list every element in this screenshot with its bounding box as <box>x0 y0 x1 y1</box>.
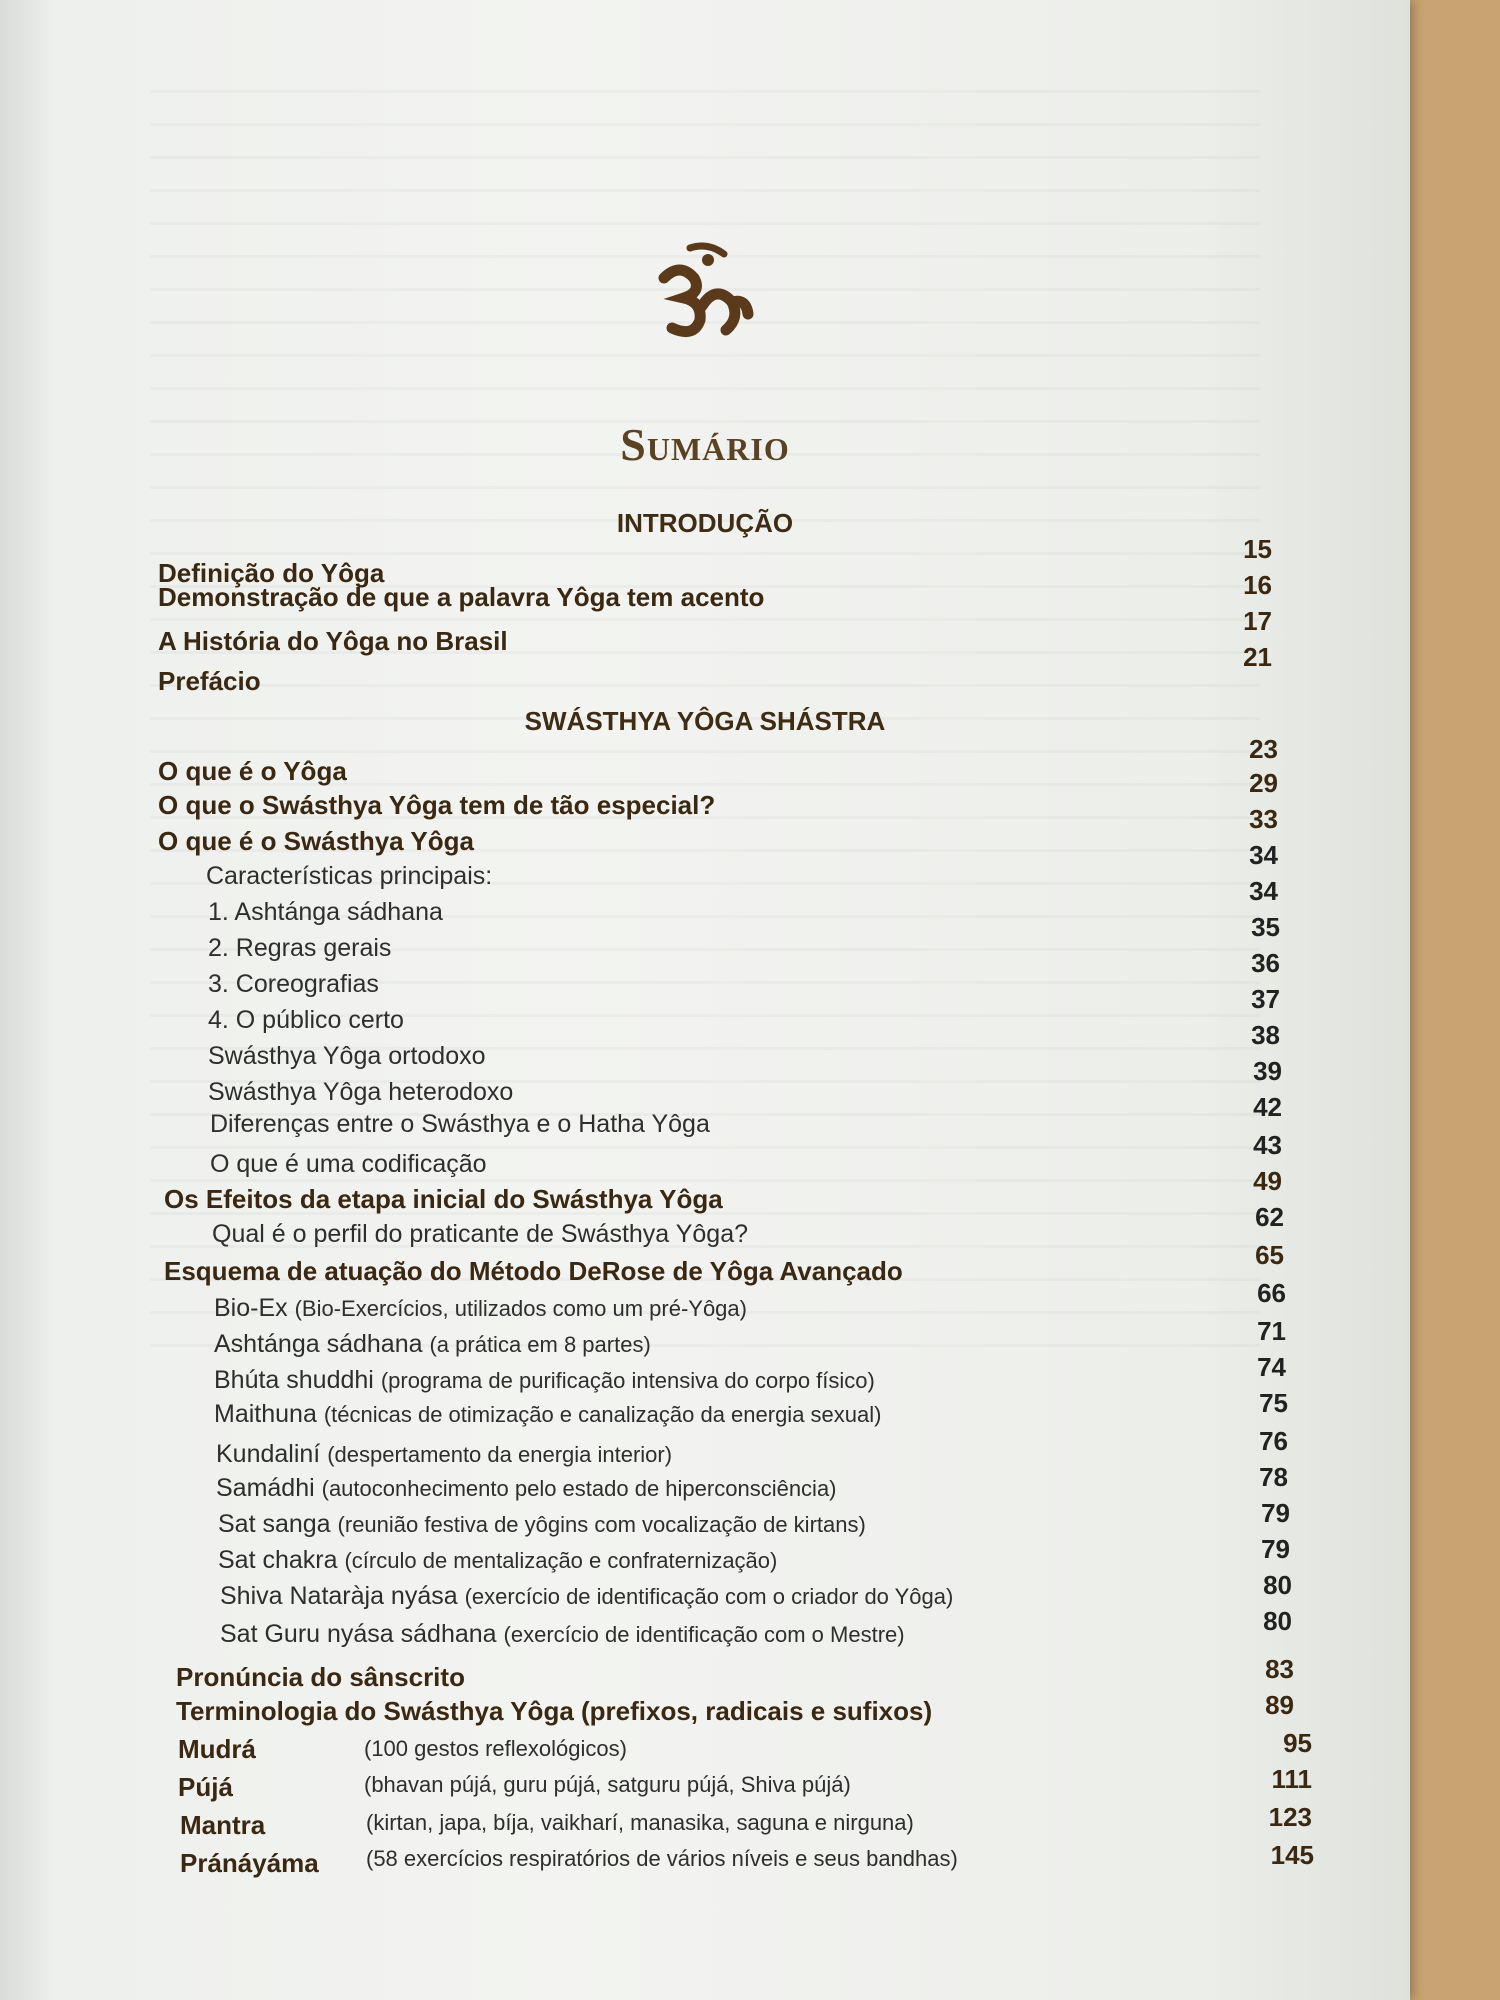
term-name: Pújá <box>178 1772 233 1802</box>
method-item: Ashtánga sádhana (a prática em 8 partes) <box>214 1330 651 1358</box>
shastra-heading: SWÁSTHYA YÔGA SHÁSTRA <box>524 706 886 736</box>
page-number: 21 <box>1243 642 1272 672</box>
page-number: 83 <box>1265 1654 1294 1684</box>
page-number: 39 <box>1253 1056 1282 1086</box>
page-number: 43 <box>1253 1130 1282 1160</box>
page-number: 65 <box>1255 1240 1284 1270</box>
toc-subentry: 1. Ashtánga sádhana <box>208 898 443 926</box>
page-number: 49 <box>1253 1166 1282 1196</box>
toc-entry: A História do Yôga no Brasil <box>158 626 508 656</box>
toc-subentry: 3. Coreografias <box>208 970 379 998</box>
page-number: 66 <box>1257 1278 1286 1308</box>
term-name: Mudrá <box>178 1734 256 1764</box>
term-description: (kirtan, japa, bíja, vaikharí, manasika, saguna e nirguna) <box>366 1810 914 1835</box>
method-item: Sat sanga (reunião festiva de yôgins com vocalização de kirtans) <box>218 1510 866 1538</box>
page-number: 15 <box>1243 534 1272 564</box>
page-number: 36 <box>1251 948 1280 978</box>
page-number: 79 <box>1261 1534 1290 1564</box>
page-number: 62 <box>1255 1202 1284 1232</box>
page-number: 89 <box>1265 1690 1294 1720</box>
method-item: Maithuna (técnicas de otimização e canalização da energia sexual) <box>214 1400 882 1428</box>
page-number: 75 <box>1259 1388 1288 1418</box>
toc-entry: Prefácio <box>158 666 261 696</box>
toc-entry: Pronúncia do sânscrito <box>176 1662 465 1692</box>
page-number: 34 <box>1249 840 1278 870</box>
page-number: 23 <box>1249 734 1278 764</box>
om-symbol-icon <box>650 240 760 350</box>
page-number: 76 <box>1259 1426 1288 1456</box>
method-item: Shiva Nataràja nyása (exercício de identificação com o criador do Yôga) <box>220 1582 954 1610</box>
page-number: 33 <box>1249 804 1278 834</box>
page-number: 71 <box>1257 1316 1286 1346</box>
toc-entry: O que é o Yôga <box>158 756 347 786</box>
toc-subentry: Qual é o perfil do praticante de Swásthya Yôga? <box>212 1220 748 1248</box>
term-name: Mantra <box>180 1810 266 1840</box>
page-number: 79 <box>1261 1498 1290 1528</box>
page-number: 80 <box>1263 1606 1292 1636</box>
toc-entry: O que é o Swásthya Yôga <box>158 826 474 856</box>
page-number: 78 <box>1259 1462 1288 1492</box>
page-number: 38 <box>1251 1020 1280 1050</box>
toc-entry: Terminologia do Swásthya Yôga (prefixos, radicais e sufixos) <box>176 1696 933 1726</box>
term-name: Pránáyáma <box>180 1848 319 1878</box>
toc-subentry: Diferenças entre o Swásthya e o Hatha Yôga <box>210 1110 710 1138</box>
term-description: (100 gestos reflexológicos) <box>364 1736 627 1761</box>
page-number: 74 <box>1257 1352 1286 1382</box>
page-number: 80 <box>1263 1570 1292 1600</box>
term-description: (bhavan pújá, guru pújá, satguru pújá, Shiva pújá) <box>364 1772 851 1797</box>
page-number: 123 <box>1268 1802 1312 1832</box>
toc-subentry: 4. O público certo <box>208 1006 404 1034</box>
page-title: Sumário <box>620 419 790 470</box>
toc-subentry: 2. Regras gerais <box>208 934 392 962</box>
toc-subentry: Características principais: <box>206 862 493 890</box>
page-number: 34 <box>1249 876 1278 906</box>
method-item: Sat chakra (círculo de mentalização e confraternização) <box>218 1546 778 1574</box>
page-number: 42 <box>1253 1092 1282 1122</box>
page-number: 145 <box>1270 1840 1314 1870</box>
page-number: 17 <box>1243 606 1272 636</box>
method-item: Kundaliní (despertamento da energia interior) <box>216 1440 673 1468</box>
page-number: 95 <box>1283 1728 1312 1758</box>
toc-subentry: O que é uma codificação <box>210 1150 487 1178</box>
page-number: 35 <box>1251 912 1280 942</box>
method-item: Samádhi (autoconhecimento pelo estado de hiperconsciência) <box>216 1474 837 1502</box>
page-number: 37 <box>1251 984 1280 1014</box>
page-number: 16 <box>1243 570 1272 600</box>
toc-entry: Os Efeitos da etapa inicial do Swásthya Yôga <box>164 1184 723 1214</box>
term-description: (58 exercícios respiratórios de vários níveis e seus bandhas) <box>366 1846 958 1871</box>
toc-subentry: Swásthya Yôga heterodoxo <box>208 1078 514 1106</box>
toc-entry: O que o Swásthya Yôga tem de tão especial? <box>158 790 716 820</box>
toc-subentry: Swásthya Yôga ortodoxo <box>208 1042 486 1070</box>
toc-entry: Esquema de atuação do Método DeRose de Yôga Avançado <box>164 1256 903 1286</box>
page-number: 111 <box>1271 1764 1312 1794</box>
method-item: Bhúta shuddhi (programa de purificação intensiva do corpo físico) <box>214 1366 875 1394</box>
intro-heading: INTRODUÇÃO <box>616 508 794 538</box>
toc-entry: Demonstração de que a palavra Yôga tem acento <box>158 582 765 612</box>
toc-entry: Definição do Yôga <box>158 558 385 588</box>
method-item: Sat Guru nyása sádhana (exercício de identificação com o Mestre) <box>220 1620 905 1648</box>
method-item: Bio-Ex (Bio-Exercícios, utilizados como um pré-Yôga) <box>214 1294 747 1322</box>
page-number: 29 <box>1249 768 1278 798</box>
